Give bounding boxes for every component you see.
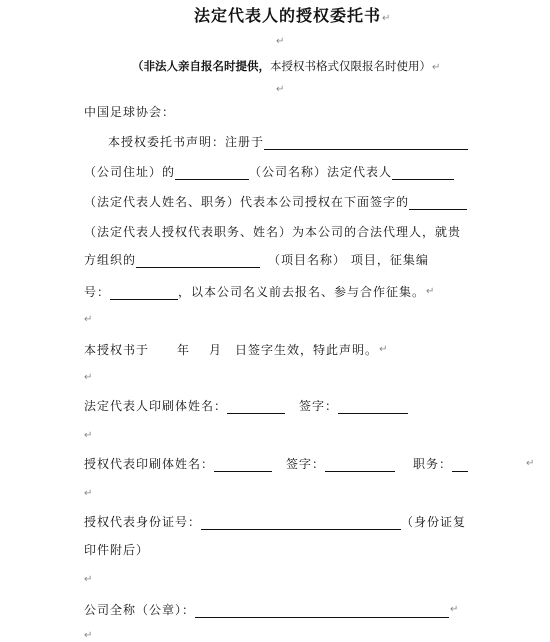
agent-signature-line [84,456,468,472]
serial-number-label: 号： [84,285,111,299]
agent-signature-field-blank[interactable] [325,459,395,472]
paragraph-mark-icon: ↵ [276,84,285,95]
document-subtitle [132,58,440,76]
effective-date-line [84,340,387,358]
company-address-label: （公司住址）的 [84,165,176,179]
declaration-line-5 [84,252,429,268]
agent-title-blank[interactable] [452,459,468,472]
paragraph-mark-icon: ↵ [526,458,535,469]
legal-rep-printed-name-label: 法定代表人印刷体姓名： [84,399,228,413]
subtitle-normal-part: 本授权书格式仅限报名时使用） [270,59,431,73]
declaration-line-1 [108,134,468,150]
id-copy-note-end: 印件附后） [84,543,150,557]
company-name-label: （公司名称）法定代表人 [249,165,393,179]
company-full-name-blank[interactable] [195,605,449,618]
effective-date-lead: 本授权书于 [84,343,150,357]
company-full-name-label: 公司全称（公章）： [84,603,196,617]
agent-signature-blank[interactable] [409,197,467,210]
declaration-line-4 [84,224,461,240]
paragraph-mark-icon: ↵ [276,36,285,47]
paragraph-mark-icon: ↵ [382,13,391,24]
agent-title-name-label: （法定代表人授权代表职务、姓名）为本公司的合法代理人，就贵 [84,225,462,239]
year-label: 年 [177,343,190,357]
addressee-line [84,104,175,120]
paragraph-mark-icon: ↵ [426,286,435,297]
paragraph-mark-icon: ↵ [84,430,93,441]
document-title: 法定代表人的授权委托书 [194,6,382,25]
subtitle-bold-part: （非法人亲自报名时提供， [132,59,270,73]
declaration-line-3 [84,194,467,210]
paragraph-mark-icon: ↵ [84,372,93,383]
company-seal-line [84,600,458,618]
legal-rep-signature-line [84,398,408,414]
declaration-lead: 本授权委托书声明：注册于 [108,135,265,149]
agent-printed-name-label: 授权代表印刷体姓名： [84,457,215,471]
organizer-label: 方组织的 [84,253,137,267]
legal-rep-signature-blank[interactable] [338,401,408,414]
paragraph-mark-icon: ↵ [84,574,93,585]
id-copy-note: （身份证复 [401,515,467,529]
declaration-line-2 [84,164,454,180]
paragraph-mark-icon: ↵ [84,488,93,499]
paragraph-mark-icon: ↵ [379,344,388,355]
addressee: 中国足球协会： [84,105,176,119]
legal-rep-name-label: （法定代表人姓名、职务）代表本公司授权在下面签字的 [84,195,410,209]
agent-id-line [84,514,466,530]
legal-rep-blank[interactable] [392,167,454,180]
registered-place-blank[interactable] [264,137,468,150]
agent-printed-name-blank[interactable] [214,459,272,472]
project-name-label: （项目名称） 项目，征集编 [268,253,429,267]
serial-number-blank[interactable] [110,287,178,300]
document-title-line [194,6,390,27]
paragraph-mark-icon: ↵ [450,604,459,615]
agent-title-label: 职务： [413,457,453,471]
declaration-end: ，以本公司名义前去报名、参与合作征集。 [178,285,426,299]
company-address-blank[interactable] [175,167,249,180]
agent-id-label: 授权代表身份证号： [84,515,202,529]
agent-id-blank[interactable] [201,517,401,530]
legal-rep-signature-label: 签字： [299,399,339,413]
project-name-blank[interactable] [136,255,260,268]
legal-rep-printed-name-blank[interactable] [227,401,285,414]
paragraph-mark-icon: ↵ [84,630,93,641]
agent-id-line-2 [84,542,149,558]
paragraph-mark-icon: ↵ [432,62,441,73]
agent-signature-label: 签字： [286,457,326,471]
month-label: 月 [209,343,222,357]
declaration-line-6 [84,282,434,300]
paragraph-mark-icon: ↵ [84,314,93,325]
effective-date-end: 日签字生效，特此声明。 [235,343,379,357]
